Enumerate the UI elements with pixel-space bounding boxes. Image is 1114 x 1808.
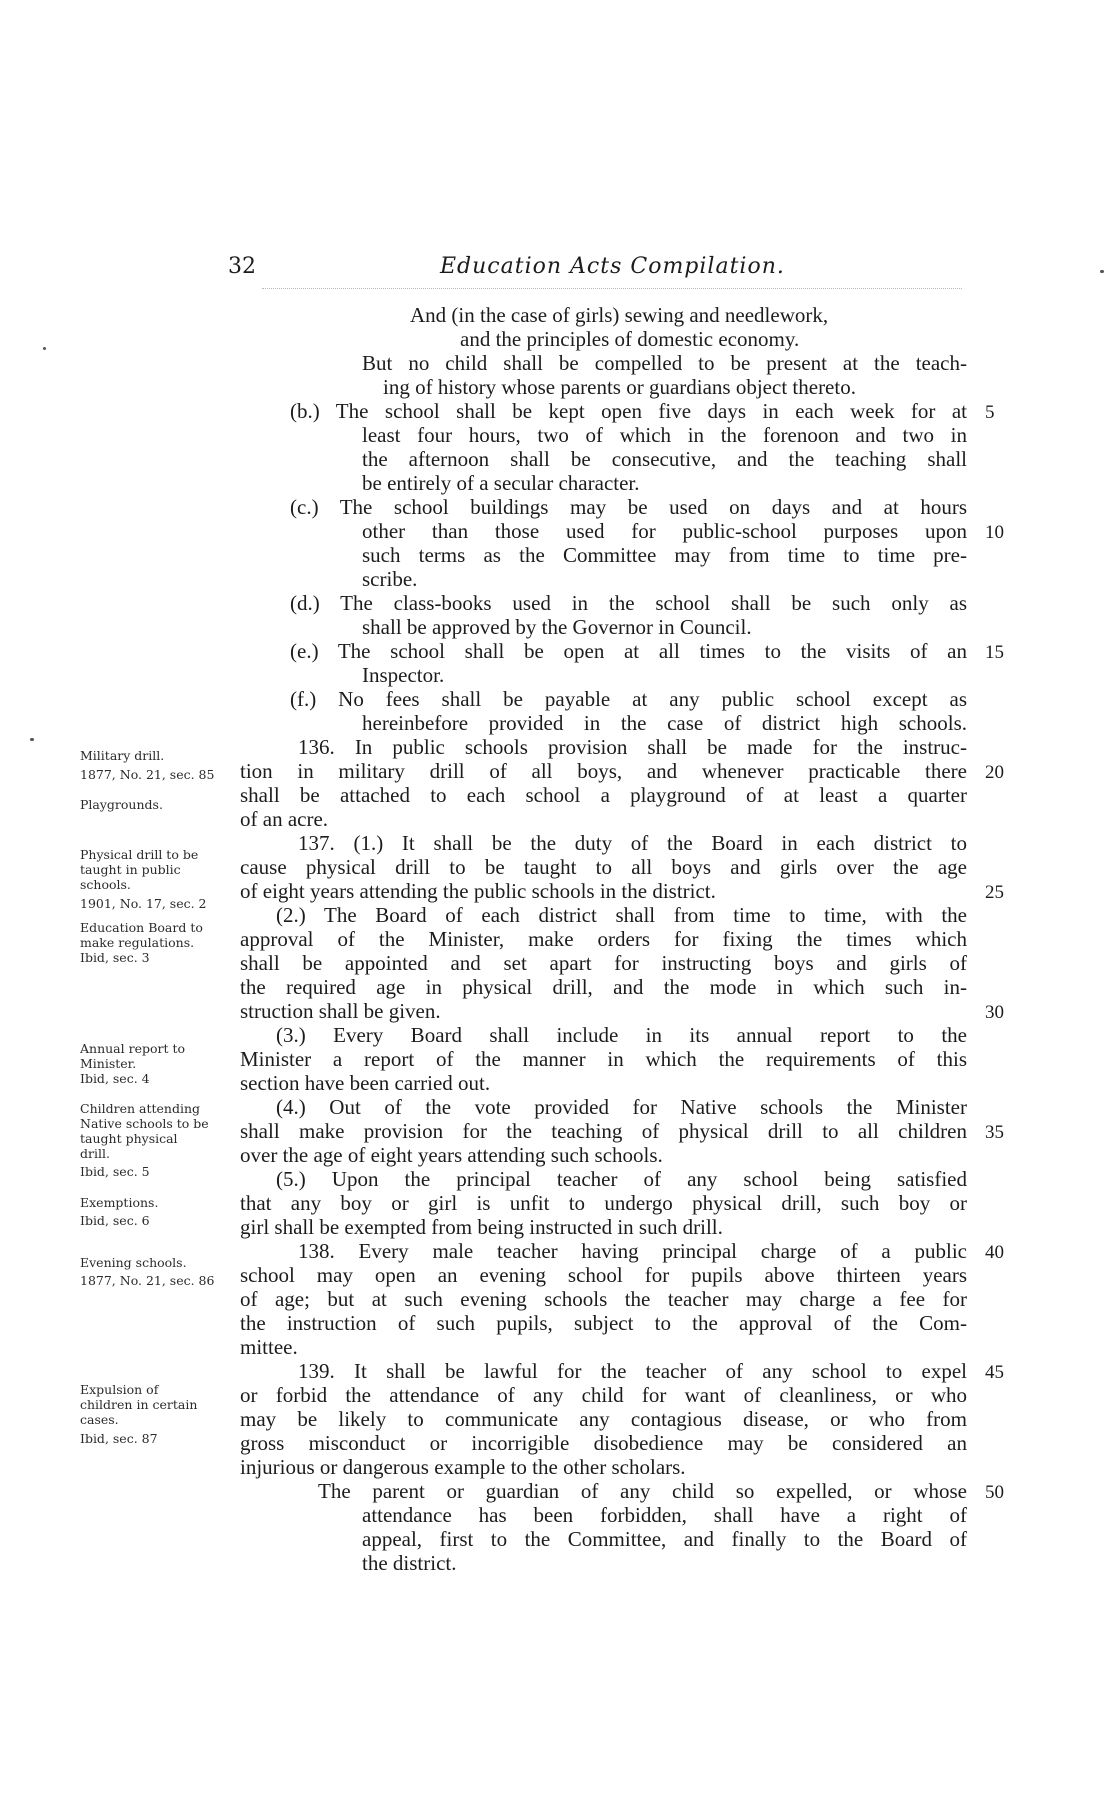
body-line: gross misconduct or incorrigible disobedience may be considered an: [240, 1431, 967, 1455]
line-number: 25: [985, 882, 1004, 903]
line-number: 15: [985, 642, 1004, 663]
body-line: that any boy or girl is unfit to undergo physical drill, such boy or: [240, 1191, 967, 1215]
scan-speck: [30, 738, 34, 741]
body-line: mittee.: [240, 1335, 298, 1359]
note-line: Ibid, sec. 3: [80, 950, 150, 965]
body-line: shall be approved by the Governor in Council.: [362, 615, 752, 639]
body-line: of an acre.: [240, 807, 329, 831]
body-line: of eight years attending the public schools in the district.: [240, 879, 716, 903]
note-line: Military drill.: [80, 748, 165, 763]
line-number: 20: [985, 762, 1004, 783]
note-line: Annual report to: [80, 1041, 186, 1056]
body-line: tion in military drill of all boys, and whenever practicable there: [240, 759, 967, 783]
body-line: (e.) The school shall be open at all times to the visits of an: [290, 639, 967, 663]
body-line: injurious or dangerous example to the other scholars.: [240, 1455, 686, 1479]
body-line: and the principles of domestic economy.: [460, 327, 800, 351]
body-line: (c.) The school buildings may be used on days and at hours: [290, 495, 967, 519]
marginal-note-expulsion: [80, 1382, 240, 1446]
note-line: Minister.: [80, 1056, 137, 1071]
body-line: of age; but at such evening schools the teacher may charge a fee for: [240, 1287, 967, 1311]
note-line: Evening schools.: [80, 1255, 187, 1270]
note-line: make regulations.: [80, 935, 195, 950]
scan-speck: [1100, 270, 1104, 273]
note-line: 1877, No. 21, sec. 85: [80, 767, 215, 782]
body-line: section have been carried out.: [240, 1071, 491, 1095]
line-number: 45: [985, 1362, 1004, 1383]
note-line: taught physical: [80, 1131, 178, 1146]
line-number: 10: [985, 522, 1004, 543]
note-line: Ibid, sec. 87: [80, 1431, 158, 1446]
body-line: (4.) Out of the vote provided for Native schools the Minister: [276, 1095, 967, 1119]
body-line: cause physical drill to be taught to all boys and girls over the age: [240, 855, 967, 879]
body-line: (d.) The class-books used in the school shall be such only as: [290, 591, 967, 615]
body-line: The parent or guardian of any child so expelled, or whose: [318, 1479, 967, 1503]
body-line: the instruction of such pupils, subject to the approval of the Com-: [240, 1311, 967, 1335]
body-line: scribe.: [362, 567, 418, 591]
header-rule: [262, 288, 962, 289]
note-line: Ibid, sec. 5: [80, 1164, 150, 1179]
body-line: (3.) Every Board shall include in its annual report to the: [276, 1023, 967, 1047]
body-line: hereinbefore provided in the case of district high schools.: [362, 711, 967, 735]
note-line: 1901, No. 17, sec. 2: [80, 896, 207, 911]
line-number: 50: [985, 1482, 1004, 1503]
body-line: ing of history whose parents or guardians object thereto.: [383, 375, 856, 399]
body-line: shall be appointed and set apart for instructing boys and girls of: [240, 951, 967, 975]
body-line: over the age of eight years attending such schools.: [240, 1143, 663, 1167]
body-line: But no child shall be compelled to be present at the teach-: [362, 351, 967, 375]
note-line: children in certain: [80, 1397, 198, 1412]
note-line: Children attending: [80, 1101, 201, 1116]
note-line: taught in public: [80, 862, 181, 877]
scan-speck: [43, 347, 46, 350]
marginal-note-education-board: [80, 920, 240, 965]
body-line: attendance has been forbidden, shall have a right of: [362, 1503, 967, 1527]
line-number: 40: [985, 1242, 1004, 1263]
page-number: 32: [228, 254, 256, 279]
marginal-note-military-drill: [80, 748, 240, 782]
note-line: Playgrounds.: [80, 797, 163, 812]
body-line: the district.: [362, 1551, 457, 1575]
marginal-note-annual-report: [80, 1041, 240, 1086]
marginal-note-physical-drill: [80, 847, 240, 911]
line-number: 5: [985, 402, 995, 423]
body-line: (2.) The Board of each district shall from time to time, with the: [276, 903, 967, 927]
body-line: the afternoon shall be consecutive, and the teaching shall: [362, 447, 967, 471]
note-line: Exemptions.: [80, 1195, 159, 1210]
body-line: other than those used for public-school purposes upon: [362, 519, 967, 543]
note-line: Expulsion of: [80, 1382, 159, 1397]
body-line: school may open an evening school for pupils above thirteen years: [240, 1263, 967, 1287]
body-line: 136. In public schools provision shall be made for the instruc-: [298, 735, 967, 759]
body-line: struction shall be given.: [240, 999, 441, 1023]
line-number: 35: [985, 1122, 1004, 1143]
marginal-note-exemptions: [80, 1195, 240, 1228]
body-line: may be likely to communicate any contagious disease, or who from: [240, 1407, 967, 1431]
body-line: girl shall be exempted from being instructed in such drill.: [240, 1215, 723, 1239]
note-line: Native schools to be: [80, 1116, 209, 1131]
running-title: Education Acts Compilation.: [440, 254, 785, 279]
body-line: And (in the case of girls) sewing and needlework,: [410, 303, 829, 327]
note-line: cases.: [80, 1412, 119, 1427]
note-line: schools.: [80, 877, 131, 892]
body-line: be entirely of a secular character.: [362, 471, 640, 495]
body-line: Inspector.: [362, 663, 445, 687]
note-line: Education Board to: [80, 920, 203, 935]
body-line: shall be attached to each school a playground of at least a quarter: [240, 783, 967, 807]
line-number: 30: [985, 1002, 1004, 1023]
body-line: approval of the Minister, make orders for fixing the times which: [240, 927, 967, 951]
note-line: Ibid, sec. 4: [80, 1071, 150, 1086]
body-line: (5.) Upon the principal teacher of any school being satisfied: [276, 1167, 967, 1191]
body-line: the required age in physical drill, and the mode in which such in-: [240, 975, 967, 999]
body-line: or forbid the attendance of any child for want of cleanliness, or who: [240, 1383, 967, 1407]
body-line: Minister a report of the manner in which the requirements of this: [240, 1047, 967, 1071]
marginal-note-playgrounds: [80, 797, 240, 812]
body-line: (b.) The school shall be kept open five days in each week for at: [290, 399, 967, 423]
note-line: 1877, No. 21, sec. 86: [80, 1273, 215, 1288]
body-line: 137. (1.) It shall be the duty of the Board in each district to: [298, 831, 967, 855]
body-line: least four hours, two of which in the forenoon and two in: [362, 423, 967, 447]
body-line: (f.) No fees shall be payable at any public school except as: [290, 687, 967, 711]
note-line: Physical drill to be: [80, 847, 199, 862]
marginal-note-evening-schools: [80, 1255, 240, 1288]
note-line: Ibid, sec. 6: [80, 1213, 150, 1228]
marginal-note-native-schools: [80, 1101, 240, 1179]
note-line: drill.: [80, 1146, 110, 1161]
body-line: appeal, first to the Committee, and finally to the Board of: [362, 1527, 967, 1551]
body-line: 139. It shall be lawful for the teacher of any school to expel: [298, 1359, 967, 1383]
body-line: such terms as the Committee may from time to time pre-: [362, 543, 967, 567]
body-line: shall make provision for the teaching of physical drill to all children: [240, 1119, 967, 1143]
body-line: 138. Every male teacher having principal charge of a public: [298, 1239, 967, 1263]
